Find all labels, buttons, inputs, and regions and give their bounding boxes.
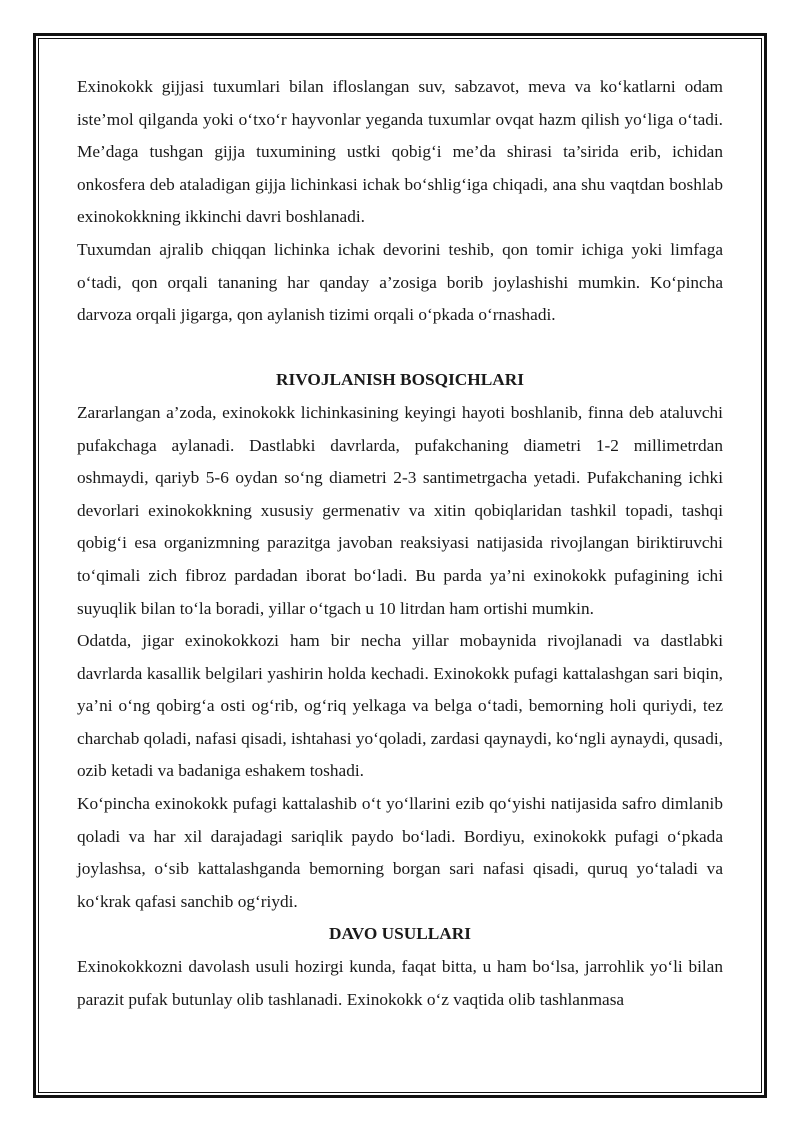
document-body xyxy=(77,71,723,1016)
blank-line xyxy=(77,332,723,365)
treatment-paragraph-1: Exinokokkozni davolash usuli hozirgi kunda, faqat bitta, u ham bo‘lsa, jarrohlik yo‘li bilan parazit pufak butunlay olib tashlanadi. Exinokokk o‘z vaqtida olib tashlanmasa xyxy=(77,957,723,1009)
section-heading-treatment-methods: DAVO USULLARI xyxy=(329,924,471,944)
section-heading-development-stages: RIVOJLANISH BOSQICHLARI xyxy=(276,370,524,390)
development-paragraph-3: Ko‘pincha exinokokk pufagi kattalashib o‘t yo‘llarini ezib qo‘yishi natijasida safro dimlanib qoladi va har xil darajadagi sariqlik paydo bo‘ladi. Bordiyu, exinokokk pufagi o‘pkada joylashsa, o‘sib kattalashganda bemorning borgan sari nafasi qisadi, quruq yo‘taladi va ko‘krak qafasi sanchib og‘riydi. xyxy=(77,794,723,911)
intro-paragraph-1: Exinokokk gijjasi tuxumlari bilan ifloslangan suv, sabzavot, meva va ko‘katlarni odam iste’mol qilganda yoki o‘txo‘r hayvonlar yeganda tuxumlar ovqat hazm qilish yo‘liga o‘tadi. Me’daga tushgan gijja tuxumining ustki qobig‘i me’da shirasi ta’sirida erib, ichidan onkosfera deb ataladigan gijja lichinkasi ichak bo‘shlig‘iga chiqadi, ana shu vaqtdan boshlab exinokokkning ikkinchi davri boshlanadi. xyxy=(77,77,723,227)
development-paragraph-2: Odatda, jigar exinokokkozi ham bir necha yillar mobaynida rivojlanadi va dastlabki davrlarda kasallik belgilari yashirin holda kechadi. Exinokokk pufagi kattalashgan sari biqin, ya’ni o‘ng qobirg‘a osti og‘rib, og‘riq yelkaga va belga o‘tadi, bemorning holi quriydi, tez charchab qoladi, nafasi qisadi, ishtahasi yo‘qoladi, zardasi qaynaydi, ko‘ngli aynaydi, qusadi, ozib ketadi va badaniga eshakem toshadi. xyxy=(77,631,723,781)
intro-paragraph-2: Tuxumdan ajralib chiqqan lichinka ichak devorini teshib, qon tomir ichiga yoki limfaga o‘tadi, qon orqali tananing har qanday a’zosiga borib joylashishi mumkin. Ko‘pincha darvoza orqali jigarga, qon aylanish tizimi orqali o‘pkada o‘rnashadi. xyxy=(77,239,723,325)
development-paragraph-1: Zararlangan a’zoda, exinokokk lichinkasining keyingi hayoti boshlanib, finna deb ataluvchi pufakchaga aylanadi. Dastlabki davrlarda, pufakchaning diametri 1-2 millimetrdan oshmaydi, qariyb 5-6 oydan so‘ng diametri 2-3 santimetrgacha yetadi. Pufakchaning ichki devorlari exinokokkning xususiy germenativ va xitin qobiqlaridan tashkil topadi, tashqi qobig‘i esa organizmning parazitga javoban reaksiyasi natijasida rivojlangan biriktiruvchi to‘qimali zich fibroz pardadan iborat bo‘ladi. Bu parda ya’ni exinokokk pufagining ichi suyuqlik bilan to‘la boradi, yillar o‘tgach u 10 litrdan ham ortishi mumkin. xyxy=(77,402,723,618)
